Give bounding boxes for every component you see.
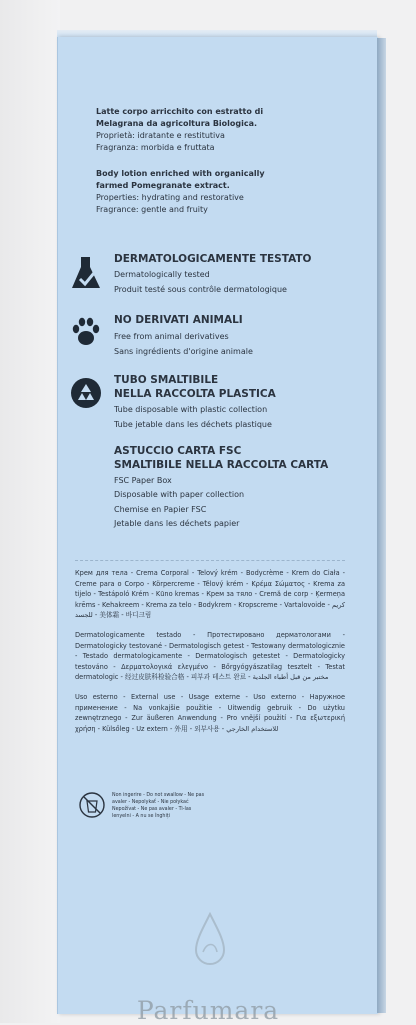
box-side-edge [377, 38, 386, 1013]
no-ingest-icon [78, 791, 106, 819]
en-intro-line2: farmed Pomegranate extract. [96, 181, 230, 190]
it-intro-line4: Fragranza: morbida e fruttata [96, 143, 215, 152]
it-intro-line2: Melagrana da agricoltura Biologica. [96, 119, 258, 128]
claim3-en: Tube disposable with plastic collection [114, 405, 268, 414]
warning-line3: Nepožívat - Ne pas avaler - Ti-las [112, 807, 192, 812]
watermark-brand: Parfumara [136, 996, 280, 1025]
flask-check-icon [70, 255, 102, 291]
en-intro-line3: Properties: hydrating and restorative [96, 193, 244, 202]
warning-line4: lenyelni - A nu se înghiți [112, 814, 170, 819]
warning-line1: Non ingerire - Do not swallow - Ne pas [112, 793, 205, 798]
it-intro-line3: Proprietà: idratante e restitutiva [96, 131, 225, 140]
claim1-title: DERMATOLOGICAMENTE TESTATO [114, 253, 312, 265]
claim3-fr: Tube jetable dans les déchets plastique [114, 420, 272, 429]
derm-tested-translations: Dermatologicamente testado - Протестировано дерматологами - Dermatologicky testované - Dermatologisch getest - Testowany dermatologicznie - Testado dermatologicamente - Dermatologisch getestet - Dermatologicky testováno - Δερματολογικά ελεγμένο - Bőrgyógyászatilag tesztelt - Testat dermatologic - 经过皮肤科检验合格 - 피부과 테스트 완료 - مختبر من قبل أطباء الجلدية [75, 631, 345, 681]
external-use-translations: Uso esterno - External use - Usage externe - Uso externo - Наружное применение - Na vonkajšie použitie - Uitwendig gebruik - Do użytku zewnętrznego - Zur äußeren Anwendung - Pro vnější použití - Για εξωτερική χρήση - Külsőleg - Uz extern - 外用 - 외부사용 - للاستخدام الخارجي [75, 693, 345, 733]
claim2-fr: Sans ingrédients d'origine animale [114, 347, 253, 356]
it-intro-line1: Latte corpo arricchito con estratto di [96, 107, 264, 116]
claim3-title: TUBO SMALTIBILE [114, 374, 219, 386]
claim4-en2: Disposable with paper collection [114, 490, 245, 499]
body-lotion-translations: Крем для тела - Crema Corporal - Telový krém - Bodycrème - Krem do Ciała - Creme para o Corpo - Körpercreme - Tělový krém - Κρέμα Σώματος - Krema za tijelo - Testápoló Krém - Kūno kremas - Крем за тяло - Cremă de corp - Ķermeņa krēms - Kehakreem - Krema za telo - Bodykrem - Kropscreme - Vartalovoide - كريم للجسد - 美体霜 - 바디크림 [75, 569, 345, 619]
claim4-en: FSC Paper Box [114, 476, 172, 485]
claim4-fr2: Jetable dans les déchets papier [114, 519, 240, 528]
background [0, 0, 60, 1023]
claim2-en: Free from animal derivatives [114, 332, 229, 341]
en-intro-line4: Fragrance: gentle and fruity [96, 205, 208, 214]
divider [75, 560, 345, 561]
claim4-title2: SMALTIBILE NELLA RACCOLTA CARTA [114, 459, 329, 471]
claim2-title: NO DERIVATI ANIMALI [114, 314, 243, 326]
en-intro-line1: Body lotion enriched with organically [96, 169, 265, 178]
claim1-fr: Produit testé sous contrôle dermatologique [114, 285, 287, 294]
claim3-title2: NELLA RACCOLTA PLASTICA [114, 388, 276, 400]
claim4-fr: Chemise en Papier FSC [114, 505, 207, 514]
warning-line2: avaler - Nepolykať - Nie połykać [112, 800, 189, 805]
recycle-icon [70, 377, 102, 409]
claim4-title: ASTUCCIO CARTA FSC [114, 445, 242, 457]
paw-icon [70, 316, 102, 348]
drop-leaf-icon [193, 912, 227, 970]
claim1-en: Dermatologically tested [114, 270, 210, 279]
